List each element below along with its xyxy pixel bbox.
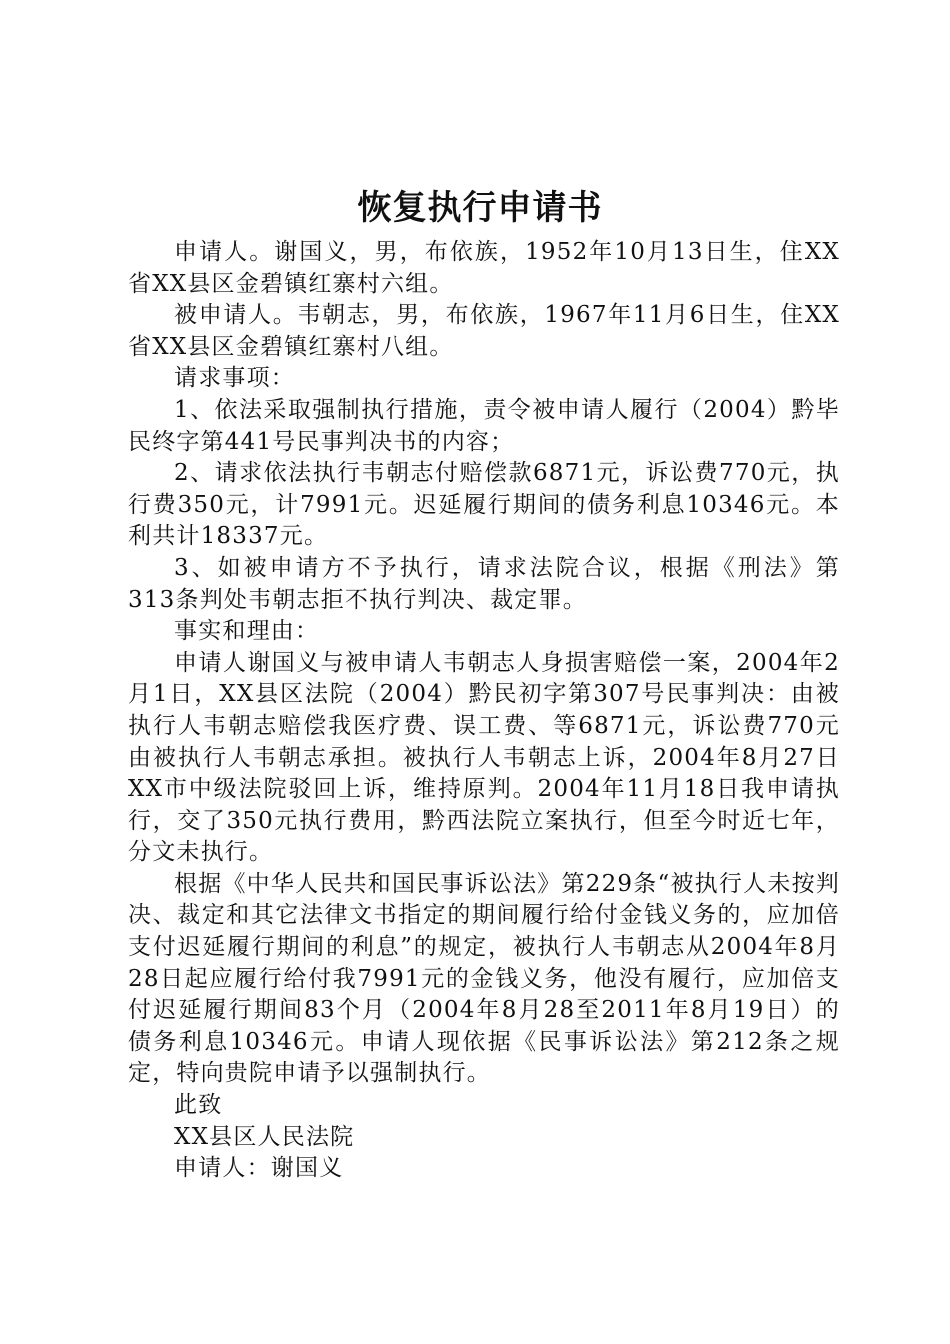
facts-paragraph: 申请人谢国义与被申请人韦朝志人身损害赔偿一案，2004年2月1日，XX县区法院（2004）黔民初字第307号民事判决：由被执行人韦朝志赔偿我医疗费、误工费、等6871元，诉讼费770元由被执行人韦朝志承担。被执行人韦朝志上诉，2004年8月27日XX市中级法院驳回上诉，维持原判。2004年11月18日我申请执行，交了350元执行费用，黔西法院立案执行，但至今时近七年，分文未执行。 — [128, 649, 840, 866]
document-body — [128, 237, 840, 1185]
requests-heading: 请求事项： — [174, 365, 295, 392]
legal-basis-paragraph: 根据《中华人民共和国民事诉讼法》第229条“被执行人未按判决、裁定和其它法律文书指定的期间履行给付金钱义务的，应加倍支付迟延履行期间的利息”的规定，被执行人韦朝志从2004年8月28日起应履行给付我7991元的金钱义务，他没有履行，应加倍支付迟延履行期间83个月（2004年8月28至2011年8月19日）的债务利息10346元。申请人现依据《民事诉讼法》第212条之规定，特向贵院申请予以强制执行。 — [128, 870, 840, 1087]
respondent-paragraph: 被申请人。韦朝志，男，布依族，1967年11月6日生，住XX省XX县区金碧镇红寨村八组。 — [128, 302, 840, 360]
request-item-2: 2、请求依法执行韦朝志付赔偿款6871元，诉讼费770元，执行费350元，计7991元。迟延履行期间的债务利息10346元。本利共计18337元。 — [128, 460, 840, 550]
request-item-3: 3、如被申请方不予执行，请求法院合议，根据《刑法》第313条判处韦朝志拒不执行判决、裁定罪。 — [128, 554, 840, 613]
applicant-paragraph: 申请人。谢国义，男，布依族，1952年10月13日生，住XX省XX县区金碧镇红寨村六组。 — [128, 239, 840, 297]
facts-heading: 事实和理由： — [174, 618, 320, 645]
closing-salutation: 此致 — [174, 1092, 223, 1119]
document-title: 恢复执行申请书 — [357, 188, 603, 228]
closing-court: XX县区人民法院 — [174, 1123, 355, 1150]
closing-signature: 申请人：谢国义 — [174, 1155, 344, 1182]
request-item-1: 1、依法采取强制执行措施，责令被申请人履行（2004）黔毕民终字第441号民事判决书的内容； — [128, 396, 840, 455]
